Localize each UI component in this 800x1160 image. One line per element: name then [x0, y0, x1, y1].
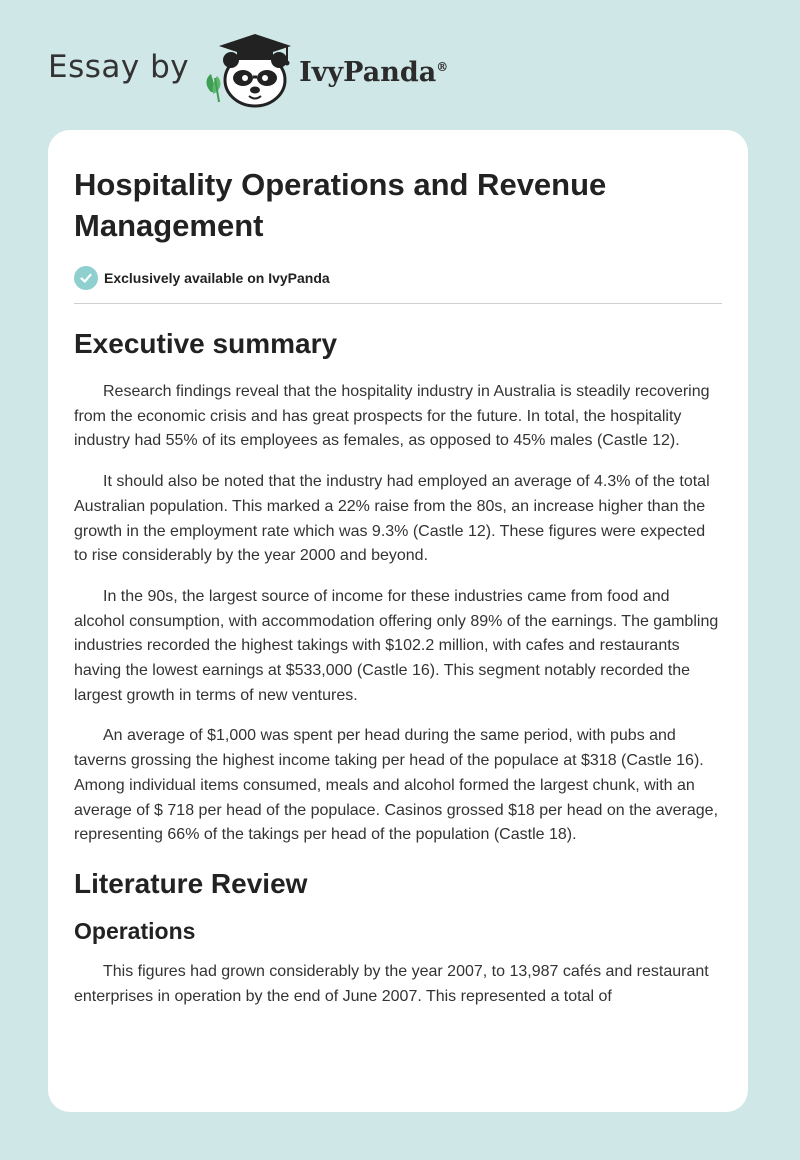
check-icon	[74, 266, 98, 290]
paragraph: It should also be noted that the industry had employed an average of 4.3% of the total Australian population. This marked a 22% raise from the 80s, an increase higher than the growth in the employment rate which was 9.3% (Castle 12). These figures were expected to rise considerably by the year 2000 and beyond.	[74, 473, 710, 565]
panda-logo-icon[interactable]	[201, 30, 297, 110]
brand-name[interactable]	[299, 57, 448, 88]
exclusive-badge	[74, 266, 722, 304]
article-title: Hospitality Operations and Revenue Management	[74, 167, 607, 243]
brand-name-text: IvyPanda	[299, 56, 437, 88]
site-header	[48, 30, 448, 110]
section-literature-review	[74, 866, 722, 1009]
subsection-heading: Operations	[74, 917, 196, 944]
registered-mark: ®	[436, 59, 449, 74]
brand-prefix: Essay by	[48, 49, 190, 85]
exclusive-badge-text: Exclusively available on IvyPanda	[104, 270, 330, 286]
paragraph: In the 90s, the largest source of income for these industries came from food and alcohol consumption, with accommodation offering only 89% of the earnings. The gambling industries recorded the highest takings with $102.2 million, with cafes and restaurants having the lowest earnings at $533,000 (Castle 16). This segment notably recorded the largest growth in terms of new ventures.	[74, 587, 719, 704]
paragraph: An average of $1,000 was spent per head during the same period, with pubs and taverns grossing the highest income taking per head of the populace at $318 (Castle 16). Among individual items consumed, meals and alcohol formed the largest chunk, with an average of $ 718 per head of the populace. Casinos grossed $18 per head on the average, representing 66% of the takings per head of the population (Castle 18).	[74, 727, 719, 844]
paragraph: This figures had grown considerably by the year 2007, to 13,987 cafés and restaurant enterprises in operation by the end of June 2007. This represented a total of	[74, 962, 709, 1005]
section-heading: Literature Review	[74, 867, 308, 899]
section-heading: Executive summary	[74, 328, 338, 359]
article-card	[48, 130, 748, 1112]
section-executive-summary	[74, 326, 722, 848]
paragraph: Research findings reveal that the hospitality industry in Australia is steadily recovering from the economic crisis and has great prospects for the future. In total, the hospitality industry had 55% of its employees as females, as opposed to 45% males (Castle 12).	[74, 383, 710, 450]
